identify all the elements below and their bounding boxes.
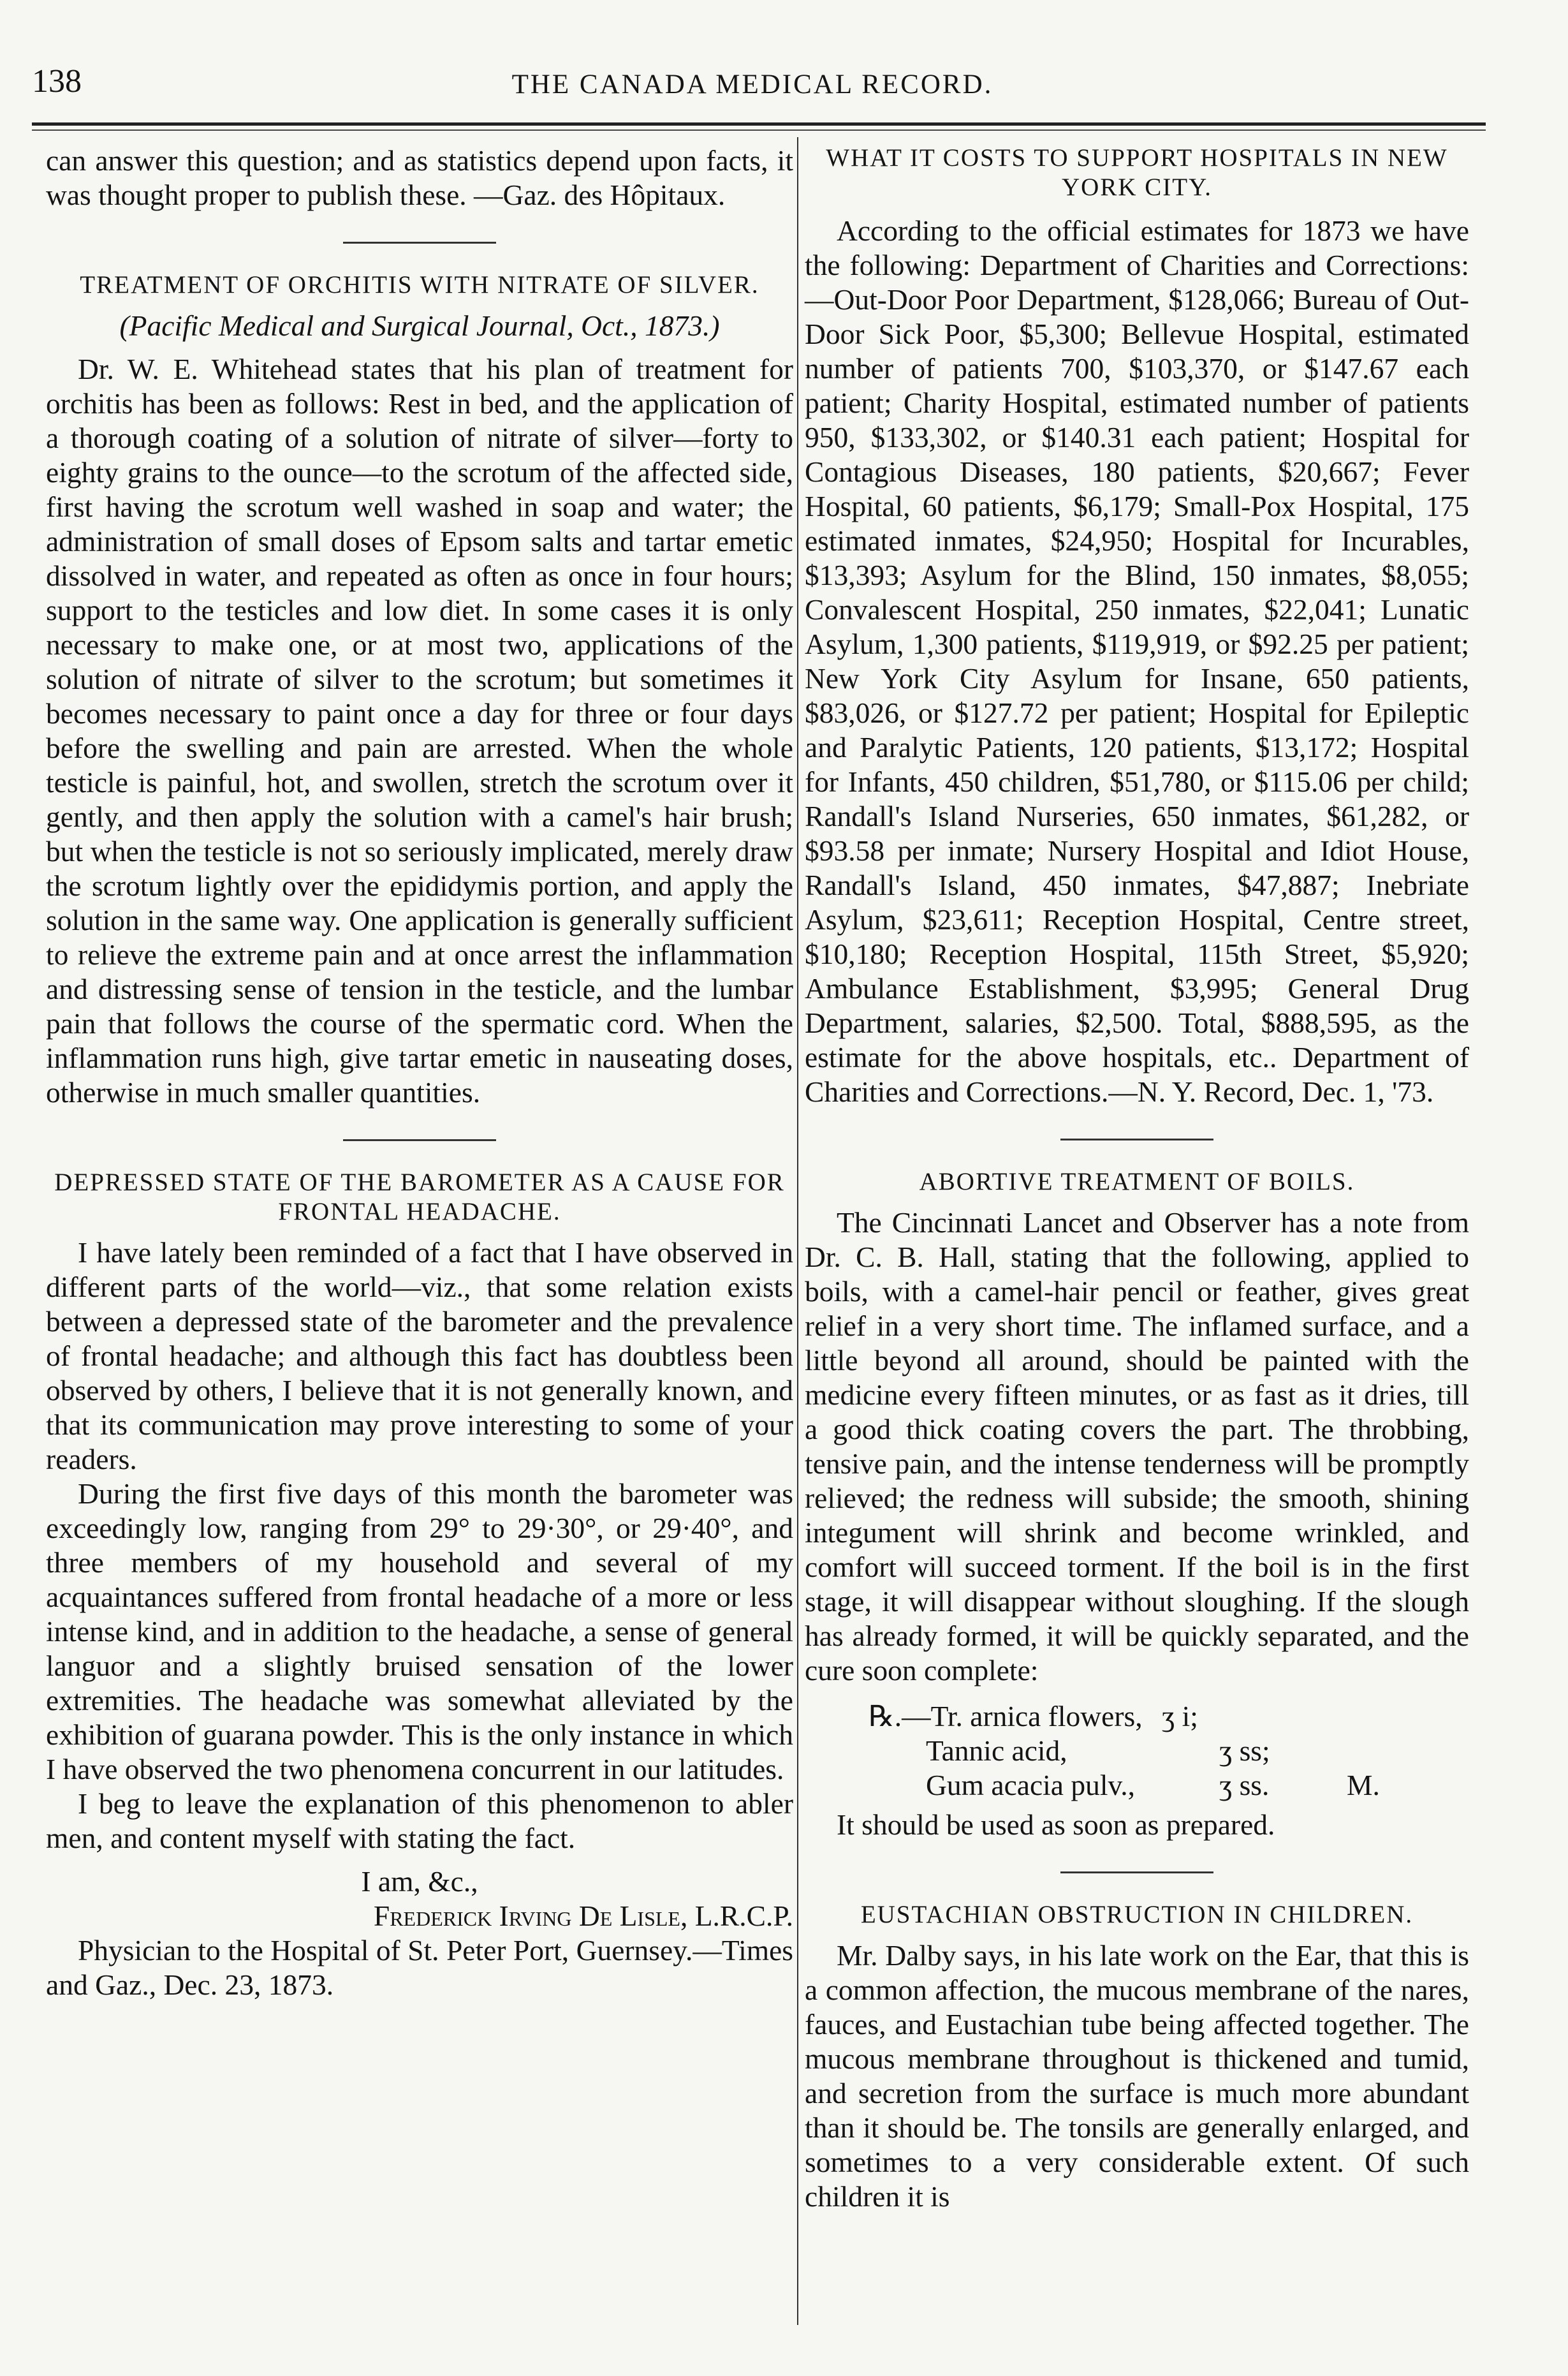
page-number: 138 xyxy=(32,63,82,100)
orchitis-body: Dr. W. E. Whitehead states that his plan of treatment for orchitis has been as follows: Rest in bed, and the application of a thorough coating of a solution of nitrate of silver—forty to eighty grains to the ounce—to the scrotum of the affected side, first having the scrotum well washed in soap and water; the administration of small doses of Epsom salts and tartar emetic dissolved in water, and repeated as often as once in four hours; support to the testicles and low diet. In some cases it is only necessary to make one, or at most two, applications of the solution of nitrate of silver to the scrotum; but sometimes it becomes necessary to paint once a day for three or four days before the swelling and pain are arrested. When the whole testicle is painful, hot, and swollen, stretch the scrotum over it gently, and then apply the solution with a camel's hair brush; but when the testicle is not so seriously implicated, merely draw the scrotum lightly over the epididymis portion, and apply the solution in the same way. One application is generally sufficient to relieve the extreme pain and at once arrest the inflammation and distressing sense of tension in the testicle, and the lumbar pain that follows the course of the spermatic cord. When the inflammation runs high, give tartar emetic in nauseating doses, otherwise in much smaller quantities. xyxy=(46,353,793,1109)
prescription-row xyxy=(868,1768,1469,1803)
boils-title: ABORTIVE TREATMENT OF BOILS. xyxy=(919,1168,1355,1195)
orchitis-title: TREATMENT OF ORCHITIS WITH NITRATE OF SILVER. xyxy=(80,271,759,299)
left-column xyxy=(46,144,793,2002)
letter-signature: Frederick Irving De Lisle, L.R.C.P. xyxy=(373,1900,793,1932)
boils-body: The Cincinnati Lancet and Observer has a note from Dr. C. B. Hall, stating that the following, applied to boils, with a camel-hair pencil or feather, gives great relief in a very short time. The inflamed surface, and a little beyond all around, should be painted with the medicine every fifteen minutes, or as fast as it dries, till a good thick coating covers the part. The throbbing, tensive pain, and the intense tenderness will be promptly relieved; the redness will subside; the smooth, shining integument will shrink and become wrinkled, and comfort will succeed torment. If the boil is in the first stage, it will disappear without sloughing. If the slough has already formed, it will be quickly separated, and the cure soon complete: xyxy=(805,1206,1469,1686)
right-column xyxy=(805,144,1469,2214)
rx-ingredient: ℞.—Tr. arnica flowers, xyxy=(868,1700,1143,1732)
section-divider xyxy=(343,242,496,244)
barometer-paragraph-1: I have lately been reminded of a fact that I have observed in different parts of the world—viz., that some relation exists between a depressed state of the barometer and the prevalence of frontal headache; and although this fact has doubtless been observed by others, I believe that it is not generally known, and that its communication may prove interesting to some of your readers. xyxy=(46,1236,793,1475)
rx-quantity: ʒ ss; xyxy=(1219,1734,1270,1767)
letter-closing: I am, &c., xyxy=(361,1865,478,1898)
page-header xyxy=(32,18,1473,101)
hospitals-title: WHAT IT COSTS TO SUPPORT HOSPITALS IN NEW YORK CITY. xyxy=(826,144,1448,201)
journal-title: THE CANADA MEDICAL RECORD. xyxy=(511,70,993,100)
orchitis-source: (Pacific Medical and Surgical Journal, Oct., 1873.) xyxy=(119,309,720,342)
barometer-paragraph-2: During the first five days of this month the barometer was exceedingly low, ranging from 29° to 29·30°, or 29·40°, and three members of my household and several of my acquaintances suffered from frontal headache of a more or less intense kind, and in addition to the headache, a sense of general languor and a slightly bruised sensation of the lower extremities. The headache was somewhat alleviated by the exhibition of guarana powder. This is the only instance in which I have observed the two phenomena concurrent in our latitudes. xyxy=(46,1477,793,1785)
eustachian-title: EUSTACHIAN OBSTRUCTION IN CHILDREN. xyxy=(860,1901,1414,1928)
rx-ingredient: Gum acacia pulv., xyxy=(926,1769,1136,1801)
section-divider xyxy=(343,1139,496,1141)
intro-paragraph: can answer this question; and as statistics depend upon facts, it was thought proper to publish these. —Gaz. des Hôpitaux. xyxy=(46,144,793,211)
boils-after: It should be used as soon as prepared. xyxy=(837,1808,1275,1841)
rx-ingredient: Tannic acid, xyxy=(926,1734,1067,1767)
barometer-title: DEPRESSED STATE OF THE BAROMETER AS A CAUSE FOR FRONTAL HEADACHE. xyxy=(54,1169,785,1225)
section-divider xyxy=(1060,1139,1213,1140)
prescription-row xyxy=(868,1699,1469,1734)
header-rule-thin xyxy=(32,129,1486,131)
prescription-row xyxy=(868,1734,1469,1768)
hospitals-body: According to the official estimates for 1873 we have the following: Department of Charities and Corrections:—Out-Door Poor Department, $128,066; Bureau of Out-Door Sick Poor, $5,300; Bellevue Hospital, estimated number of patients 700, $103,370, or $147.67 each patient; Charity Hospital, estimated number of patients 950, $133,302, or $140.31 each patient; Hospital for Contagious Diseases, 180 patients, $20,667; Fever Hospital, 60 patients, $6,179; Small-Pox Hospital, 175 estimated inmates, $24,950; Hospital for Incurables, $13,393; Asylum for the Blind, 150 inmates, $8,055; Convalescent Hospital, 250 inmates, $22,041; Lunatic Asylum, 1,300 patients, $119,919, or $92.25 per patient; New York City Asylum for Insane, 650 patients, $83,026, or $127.72 per patient; Hospital for Epileptic and Paralytic Patients, 120 patients, $13,172; Hospital for Infants, 450 children, $51,780, or $115.06 per child; Randall's Island Nurseries, 650 inmates, $61,282, or $93.58 per inmate; Nursery Hospital and Idiot House, Randall's Island, 450 inmates, $47,887; Inebriate Asylum, $23,611; Reception Hospital, Centre street, $10,180; Reception Hospital, 115th Street, $5,920; Ambulance Establishment, $3,995; General Drug Department, salaries, $2,500. Total, $888,595, as the estimate for the above hospitals, etc.. Department of Charities and Corrections.—N. Y. Record, Dec. 1, '73. xyxy=(805,214,1469,1108)
barometer-paragraph-3: I beg to leave the explanation of this phenomenon to abler men, and content myself with stating the fact. xyxy=(46,1787,793,1854)
header-rule xyxy=(32,122,1486,126)
section-divider xyxy=(1060,1871,1213,1873)
prescription xyxy=(868,1699,1469,1803)
rx-quantity: ʒ i; xyxy=(1162,1700,1198,1732)
column-divider xyxy=(797,137,798,2325)
rx-quantity: ʒ ss. xyxy=(1219,1769,1270,1801)
eustachian-body: Mr. Dalby says, in his late work on the Ear, that this is a common affection, the mucous membrane of the nares, fauces, and Eustachian tube being affected together. The mucous membrane throughout is thickened and tumid, and secretion from the surface is much more abundant than it should be. The tonsils are generally enlarged, and sometimes to a very considerable extent. Of such children it is xyxy=(805,1939,1469,2213)
letter-footer: Physician to the Hospital of St. Peter Port, Guernsey.—Times and Gaz., Dec. 23, 1873. xyxy=(46,1934,793,2001)
rx-note: M. xyxy=(1347,1769,1380,1801)
